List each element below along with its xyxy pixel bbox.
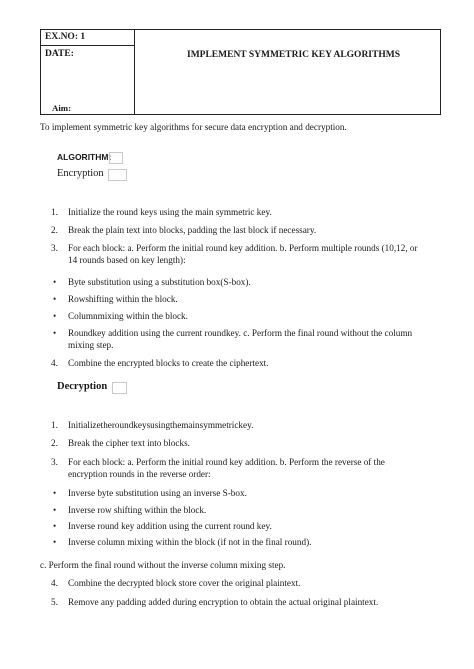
encryption-step-marker: • <box>53 311 57 321</box>
encryption-step-marker: • <box>53 294 57 304</box>
decryption-step-marker: 2. <box>51 438 58 448</box>
encryption-heading-box <box>108 169 127 181</box>
encryption-step-marker: 3. <box>51 243 58 253</box>
decryption-step-marker: • <box>53 488 57 498</box>
header-divider-horizontal <box>41 45 134 46</box>
decryption-step-text: Break the cipher text into blocks. <box>68 438 190 448</box>
decryption-note-c: c. Perform the final round without the inverse column mixing step. <box>40 560 286 570</box>
exercise-number: EX.NO: 1 <box>45 32 86 42</box>
decryption-step-text: Inverse byte substitution using an inverse S-box. <box>68 488 247 498</box>
decryption-step-text: Initializetheroundkeysusingthemainsymmetrickey. <box>68 420 254 430</box>
decryption-step-marker: • <box>53 505 57 515</box>
decryption-final-step-text: Combine the decrypted block store cover the original plaintext. <box>68 578 301 588</box>
decryption-step-text: Inverse round key addition using the current round key. <box>68 521 272 531</box>
encryption-step-marker: 4. <box>51 358 58 368</box>
aim-text: To implement symmetric key algorithms for secure data encryption and decryption. <box>40 122 347 132</box>
decryption-step-text: encryption rounds in the reverse order: <box>68 469 211 479</box>
encryption-step-text: For each block: a. Perform the initial round key addition. b. Perform multiple rounds (10,12, or <box>68 243 418 253</box>
encryption-step-text: 14 rounds based on key length): <box>68 255 186 265</box>
encryption-step-marker: • <box>53 277 57 287</box>
decryption-step-marker: • <box>53 521 57 531</box>
decryption-step-marker: • <box>53 537 57 547</box>
encryption-step-text: mixing step. <box>68 340 114 350</box>
encryption-step-text: Roundkey addition using the current roundkey. c. Perform the final round without the column <box>68 328 413 338</box>
encryption-step-text: Initialize the round keys using the main symmetric key. <box>68 207 272 217</box>
header-table <box>40 29 441 115</box>
decryption-final-step-marker: 4. <box>51 578 58 588</box>
decryption-step-text: Inverse column mixing within the block (if not in the final round). <box>68 537 312 547</box>
encryption-step-marker: 1. <box>51 207 58 217</box>
aim-heading: Aim: <box>52 103 72 113</box>
encryption-heading: Encryption <box>57 168 104 179</box>
algorithm-label: ALGORITHM: <box>57 152 112 162</box>
page-title: IMPLEMENT SYMMETRIC KEY ALGORITHMS <box>187 50 400 60</box>
decryption-step-marker: 1. <box>51 420 58 430</box>
decryption-step-text: For each block: a. Perform the initial round key addition. b. Perform the reverse of the <box>68 457 385 467</box>
decryption-final-step-text: Remove any padding added during encryption to obtain the actual original plaintext. <box>68 597 379 607</box>
decryption-heading-box <box>112 382 127 394</box>
encryption-step-text: Rowshifting within the block. <box>68 294 178 304</box>
encryption-step-marker: 2. <box>51 225 58 235</box>
algorithm-label-box <box>109 152 123 164</box>
decryption-heading: Decryption <box>57 381 108 392</box>
encryption-step-text: Break the plain text into blocks, padding the last block if necessary. <box>68 225 317 235</box>
decryption-step-text: Inverse row shifting within the block. <box>68 505 207 515</box>
header-divider-vertical <box>134 30 135 114</box>
decryption-step-marker: 3. <box>51 457 58 467</box>
date-label: DATE: <box>45 49 74 59</box>
decryption-final-step-marker: 5. <box>51 597 58 607</box>
encryption-step-text: Byte substitution using a substitution box(S-box). <box>68 277 251 287</box>
encryption-step-marker: • <box>53 328 57 338</box>
encryption-step-text: Columnmixing within the block. <box>68 311 188 321</box>
encryption-step-text: Combine the encrypted blocks to create the ciphertext. <box>68 358 269 368</box>
